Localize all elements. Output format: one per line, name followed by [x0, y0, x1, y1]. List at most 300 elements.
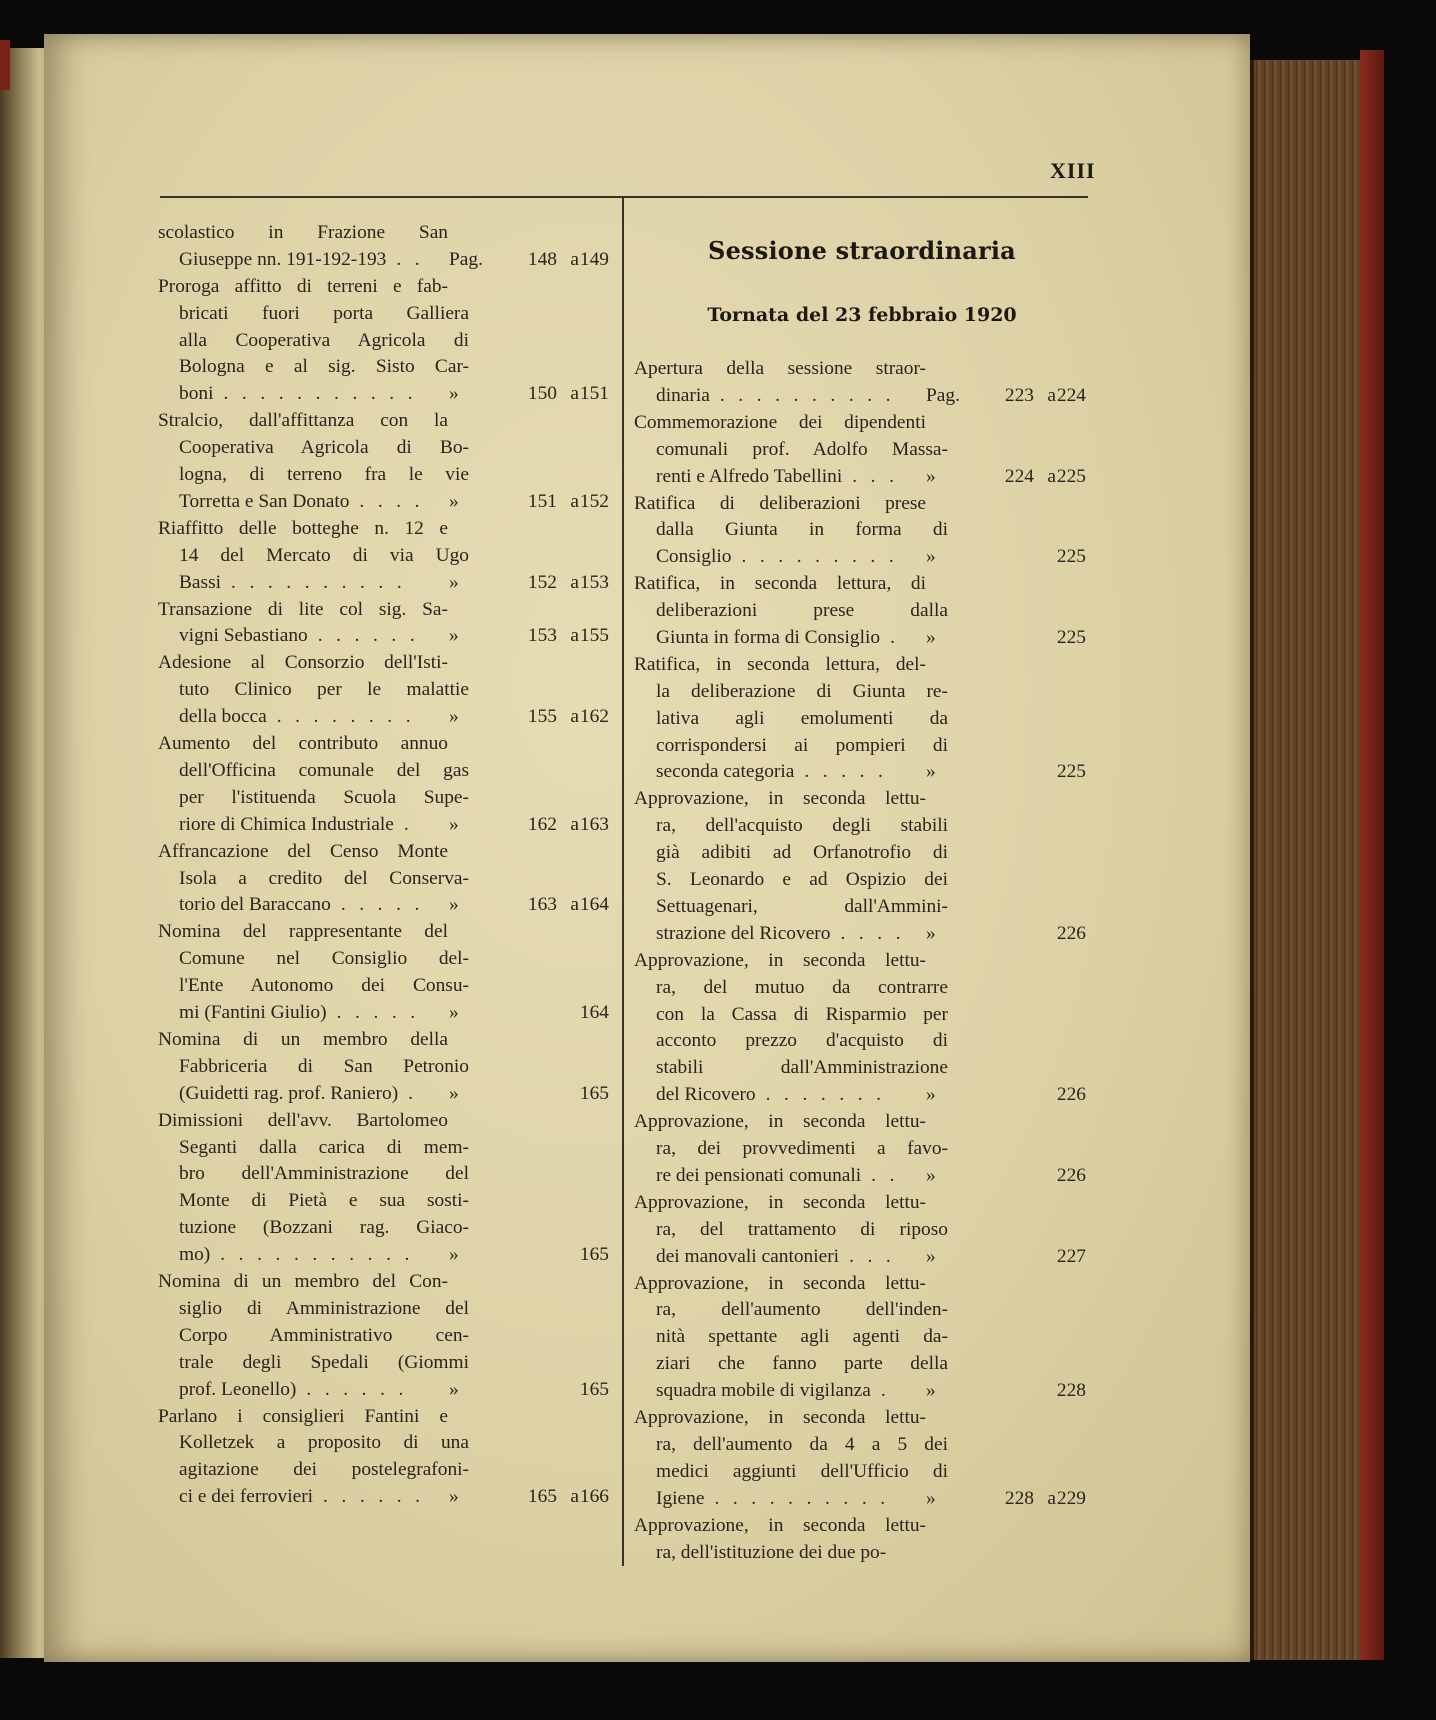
entry-text: bro dell'Amministrazione del — [179, 1163, 469, 1185]
entry-line — [158, 220, 587, 247]
entry-text: strazione del Ricovero — [656, 922, 831, 944]
page-to: 229 — [1056, 1487, 1086, 1509]
page-reference — [926, 464, 1086, 491]
entry-line — [634, 1002, 1089, 1029]
entry-line — [634, 491, 1067, 518]
entry-text: Bologna e al sig. Sisto Car- — [179, 356, 469, 378]
page-from: 228 — [1004, 1487, 1034, 1509]
entry-line — [634, 1055, 1089, 1082]
page-from: 223 — [1004, 384, 1034, 406]
entry-text: boni — [179, 383, 214, 405]
entry-text: trale degli Spedali (Giommi — [179, 1351, 469, 1373]
page-reference — [449, 1000, 609, 1027]
dot-leader: . . . . . . . . . . — [231, 571, 402, 593]
index-entry — [634, 571, 1089, 652]
entry-text: Transazione di lite col sig. Sa- — [158, 598, 448, 620]
page-from: 224 — [1004, 465, 1034, 487]
entry-line — [158, 1188, 608, 1215]
entry-text: Nomina del rappresentante del — [158, 921, 448, 943]
entry-line — [634, 1109, 1067, 1136]
range-a: a — [570, 706, 579, 728]
dot-leader: . . . . . . . . . — [741, 546, 894, 568]
index-entry — [158, 597, 608, 651]
entry-line — [634, 813, 1089, 840]
entry-text: Monte di Pietà e sua sosti- — [179, 1190, 469, 1212]
entry-line — [634, 1351, 1089, 1378]
reference-marker: » — [449, 1082, 459, 1104]
entry-line — [634, 383, 1089, 410]
entry-line — [634, 410, 1067, 437]
dot-leader: . . . . . . . . . . — [719, 384, 891, 406]
index-entry — [158, 274, 608, 408]
entry-text: Settuagenari, dall'Ammini- — [656, 895, 948, 917]
entry-line — [634, 1297, 1089, 1324]
entry-line — [158, 919, 587, 946]
entry-line — [634, 356, 1067, 383]
book-cover-binding — [1360, 50, 1384, 1660]
page-to: 151 — [579, 383, 609, 405]
entry-text: Ratifica, in seconda lettura, del- — [634, 653, 926, 675]
entry-line — [158, 1161, 608, 1188]
entry-text: Ratifica di deliberazioni prese — [634, 492, 926, 514]
entry-line — [158, 247, 608, 274]
index-entry — [634, 491, 1089, 572]
entry-line — [158, 704, 608, 731]
page-to: 228 — [1056, 1380, 1086, 1402]
reference-marker: Pag. — [449, 248, 483, 270]
page-reference — [449, 1484, 609, 1511]
reference-marker: » — [449, 625, 459, 647]
entry-text: ra, del trattamento di riposo — [656, 1218, 948, 1240]
entry-line — [158, 1377, 608, 1404]
range-a: a — [570, 1486, 579, 1508]
entry-text: già adibiti ad Orfanotrofio di — [656, 842, 948, 864]
entry-line — [158, 516, 587, 543]
entry-line — [158, 1457, 608, 1484]
entry-line — [158, 1054, 608, 1081]
entry-text: re dei pensionati comunali — [656, 1164, 862, 1186]
entry-line — [158, 1027, 587, 1054]
entry-text: Approvazione, in seconda lettu- — [634, 1191, 926, 1213]
reference-marker: » — [926, 1245, 936, 1267]
entry-text: per l'istituenda Scuola Supe- — [179, 786, 469, 808]
entry-text: Corpo Amministrativo cen- — [179, 1324, 469, 1346]
dot-leader: . . — [871, 1164, 895, 1186]
entry-text: ra, del mutuo da contrarre — [656, 976, 948, 998]
entry-line — [634, 1405, 1067, 1432]
page-to: 165 — [579, 1082, 609, 1104]
entry-line — [634, 1190, 1067, 1217]
reference-marker: » — [449, 813, 459, 835]
entry-text: Kolletzek a proposito di una — [179, 1432, 469, 1454]
entry-line — [634, 1513, 1067, 1540]
page-to: 164 — [579, 1002, 609, 1024]
entry-line — [634, 1324, 1089, 1351]
entry-line — [158, 435, 608, 462]
reference-marker: » — [926, 1487, 936, 1509]
page-from: 155 — [527, 706, 557, 728]
index-entry — [158, 919, 608, 1027]
entry-text: con la Cassa di Risparmio per — [656, 1003, 948, 1025]
reference-marker: » — [926, 1084, 936, 1106]
entry-line — [634, 571, 1067, 598]
entry-line — [634, 544, 1089, 571]
page-reference — [926, 1163, 1086, 1190]
entry-text: mo) — [179, 1244, 211, 1266]
entry-line — [634, 1136, 1089, 1163]
page-reference — [449, 1242, 609, 1269]
entry-line — [634, 759, 1089, 786]
entry-text: acconto prezzo d'acquisto di — [656, 1030, 948, 1052]
dot-leader: . . . . — [840, 922, 901, 944]
entry-text: nità spettante agli agenti da- — [656, 1326, 948, 1348]
entry-text: Cooperativa Agricola di Bo- — [179, 437, 469, 459]
entry-text: Aumento del contributo annuo — [158, 733, 448, 755]
entry-line — [634, 1082, 1089, 1109]
entry-line — [158, 650, 587, 677]
entry-text: Parlano i consiglieri Fantini e — [158, 1405, 448, 1427]
entry-text: la deliberazione di Giunta re- — [656, 680, 948, 702]
entry-line — [634, 1459, 1089, 1486]
page-to: 225 — [1056, 465, 1086, 487]
entry-text: Bassi — [179, 571, 222, 593]
entry-text: torio del Baraccano — [179, 894, 331, 916]
page-reference — [449, 623, 609, 650]
entry-text: lativa agli emolumenti da — [656, 707, 948, 729]
entry-line — [634, 1163, 1089, 1190]
entry-line — [634, 625, 1089, 652]
entry-line — [158, 623, 608, 650]
page-to: 226 — [1056, 1164, 1086, 1186]
entry-text: ra, dei provvedimenti a favo- — [656, 1138, 948, 1160]
entry-line — [634, 1486, 1089, 1513]
entry-text: mi (Fantini Giulio) — [179, 1002, 327, 1024]
entry-line — [158, 1404, 587, 1431]
page-reference — [449, 570, 609, 597]
index-entry — [634, 1405, 1089, 1513]
page-reference — [449, 1377, 609, 1404]
dot-leader: . . . — [849, 1245, 891, 1267]
range-a: a — [1047, 465, 1056, 487]
page-to: 155 — [579, 625, 609, 647]
dot-leader: . . — [396, 248, 420, 270]
entry-line — [158, 946, 608, 973]
reference-marker: » — [449, 1002, 459, 1024]
entry-text: Torretta e San Donato — [179, 490, 350, 512]
entry-text: vigni Sebastiano — [179, 625, 308, 647]
entry-text: (Guidetti rag. prof. Raniero) — [179, 1082, 399, 1104]
page-to: 225 — [1056, 626, 1086, 648]
dot-leader: . . . . . . . . . . — [714, 1487, 886, 1509]
page-to: 166 — [579, 1486, 609, 1508]
page-reference — [926, 544, 1086, 571]
entry-line — [634, 652, 1067, 679]
entry-line — [158, 866, 608, 893]
page-to: 164 — [579, 894, 609, 916]
dot-leader: . . . . . . . — [765, 1084, 882, 1106]
range-a: a — [570, 383, 579, 405]
entry-line — [634, 894, 1089, 921]
entry-text: Proroga affitto di terreni e fab- — [158, 275, 448, 297]
reference-marker: » — [449, 490, 459, 512]
entry-line — [158, 1296, 608, 1323]
entry-text: ra, dell'istituzione dei due po- — [656, 1541, 887, 1563]
dot-leader: . — [408, 1082, 414, 1104]
header-rule — [160, 196, 1088, 198]
dot-leader: . . . . . . — [317, 625, 415, 647]
page-to: 224 — [1056, 384, 1086, 406]
reference-marker: » — [449, 1378, 459, 1400]
entry-line — [634, 1217, 1089, 1244]
entry-line — [634, 1378, 1089, 1405]
book-page-edges — [1250, 60, 1374, 1660]
dot-leader: . . . . . — [340, 894, 420, 916]
entry-line — [634, 786, 1067, 813]
entry-text: deliberazioni prese dalla — [656, 600, 948, 622]
reference-marker: » — [926, 1380, 936, 1402]
entry-text: Approvazione, in seconda lettu- — [634, 1272, 926, 1294]
range-a: a — [570, 625, 579, 647]
entry-text: ci e dei ferrovieri — [179, 1486, 314, 1508]
entry-text: seconda categoria — [656, 761, 795, 783]
index-entry — [158, 1269, 608, 1403]
reference-marker: » — [926, 465, 936, 487]
entry-text: riore di Chimica Industriale — [179, 813, 394, 835]
entry-line — [158, 301, 608, 328]
page-to: 225 — [1056, 761, 1086, 783]
entry-line — [634, 733, 1089, 760]
entry-line — [158, 1350, 608, 1377]
page-to: 162 — [579, 706, 609, 728]
range-a: a — [570, 571, 579, 593]
session-subtitle: Tornata del 23 febbraio 1920 — [707, 304, 1017, 326]
dot-leader: . . . . . . — [323, 1486, 421, 1508]
entry-text: Seganti dalla carica di mem- — [179, 1136, 469, 1158]
entry-text: prof. Leonello) — [179, 1378, 297, 1400]
entry-line — [158, 1215, 608, 1242]
session-title: Sessione straordinaria — [708, 236, 1016, 265]
reference-marker: » — [449, 1486, 459, 1508]
entry-line — [158, 785, 608, 812]
entry-line — [158, 731, 587, 758]
entry-text: Fabbriceria di San Petronio — [179, 1055, 469, 1077]
page-from: 162 — [527, 813, 557, 835]
index-entry — [634, 1109, 1089, 1190]
dot-leader: . . . . . — [804, 761, 883, 783]
entry-text: Adesione al Consorzio dell'Isti- — [158, 652, 448, 674]
dot-leader: . . . . . . . . — [276, 706, 411, 728]
page-reference — [926, 921, 1086, 948]
entry-line — [158, 1323, 608, 1350]
entry-text: Approvazione, in seconda lettu- — [634, 1111, 926, 1133]
dot-leader: . . . . . . . . . . . — [220, 1244, 410, 1266]
reference-marker: » — [926, 922, 936, 944]
entry-text: dei manovali cantonieri — [656, 1245, 840, 1267]
index-entry — [634, 948, 1089, 1109]
reference-marker: » — [449, 706, 459, 728]
entry-line — [158, 973, 608, 1000]
page-reference — [926, 759, 1086, 786]
page-to: 165 — [579, 1244, 609, 1266]
page-from: 151 — [527, 490, 557, 512]
reference-marker: » — [926, 546, 936, 568]
dot-leader: . . . . . . — [306, 1378, 404, 1400]
entry-text: Commemorazione dei dipendenti — [634, 411, 926, 433]
index-entry — [634, 786, 1089, 947]
entry-text: Approvazione, in seconda lettu- — [634, 1514, 926, 1536]
entry-text: ra, dell'aumento dell'inden- — [656, 1299, 948, 1321]
page-reference — [926, 1378, 1086, 1405]
entry-line — [634, 840, 1089, 867]
entry-line — [158, 758, 608, 785]
entry-line — [158, 1135, 608, 1162]
entry-text: Affrancazione del Censo Monte — [158, 840, 448, 862]
page-reference — [449, 247, 609, 274]
index-entry — [158, 408, 608, 516]
entry-line — [158, 1242, 608, 1269]
index-entry — [158, 1027, 608, 1108]
entry-text: renti e Alfredo Tabellini — [656, 465, 843, 487]
entry-text: Ratifica, in seconda lettura, di — [634, 573, 926, 595]
left-cover-binding — [0, 40, 10, 90]
entry-text: Nomina di un membro della — [158, 1029, 448, 1050]
entry-line — [158, 274, 587, 301]
range-a: a — [1047, 1487, 1056, 1509]
entry-line — [158, 839, 587, 866]
page-reference — [926, 1486, 1086, 1513]
reference-marker: » — [926, 1164, 936, 1186]
page-reference — [449, 704, 609, 731]
entry-text: stabili dall'Amministrazione — [656, 1057, 948, 1079]
entry-text: Riaffitto delle botteghe n. 12 e — [158, 517, 448, 539]
entry-line — [158, 892, 608, 919]
entry-line — [158, 408, 587, 435]
range-a: a — [570, 813, 579, 835]
entry-line — [634, 1244, 1089, 1271]
page-reference — [926, 625, 1086, 652]
entry-line — [634, 1432, 1089, 1459]
index-entry — [634, 356, 1089, 410]
page-reference — [449, 1081, 609, 1108]
entry-text: medici aggiunti dell'Ufficio di — [656, 1460, 948, 1482]
page-to: 163 — [579, 813, 609, 835]
entry-line — [158, 1484, 608, 1511]
entry-text: S. Leonardo e ad Ospizio dei — [656, 869, 948, 891]
range-a: a — [570, 248, 579, 270]
entry-text: Comune nel Consiglio del- — [179, 948, 469, 970]
index-entry — [158, 650, 608, 731]
entry-line — [158, 1000, 608, 1027]
dot-leader: . . . — [852, 465, 894, 487]
entry-text: ra, dell'aumento da 4 a 5 dei — [656, 1433, 948, 1455]
entry-text: alla Cooperativa Agricola di — [179, 329, 469, 351]
reference-marker: » — [449, 894, 459, 916]
page-reference — [449, 381, 609, 408]
entry-text: del Ricovero — [656, 1084, 756, 1106]
reference-marker: » — [449, 1244, 459, 1266]
page-from: 152 — [527, 571, 557, 593]
entry-line — [634, 437, 1089, 464]
entry-line — [158, 812, 608, 839]
entry-line — [634, 948, 1067, 975]
dot-leader: . — [890, 626, 895, 648]
entry-line — [158, 570, 608, 597]
index-entry — [158, 516, 608, 597]
index-entry — [158, 839, 608, 920]
entry-text: dell'Officina comunale del gas — [179, 759, 469, 781]
entry-text: Giunta in forma di Consiglio — [656, 626, 881, 648]
dot-leader: . . . . — [359, 490, 420, 512]
column-divider — [622, 198, 624, 1566]
entry-line — [158, 489, 608, 516]
index-entry — [158, 1108, 608, 1269]
index-entry — [634, 410, 1089, 491]
entry-text: dinaria — [656, 384, 710, 406]
entry-line — [158, 328, 608, 355]
entry-text: bricati fuori porta Galliera — [179, 302, 469, 324]
entry-text: tuzione (Bozzani rag. Giaco- — [179, 1217, 469, 1239]
entry-text: Approvazione, in seconda lettu- — [634, 788, 926, 810]
page-from: 163 — [527, 894, 557, 916]
page-from: 150 — [527, 383, 557, 405]
index-entry — [158, 1404, 608, 1512]
entry-line — [634, 464, 1089, 491]
entry-text: Approvazione, in seconda lettu- — [634, 1407, 926, 1429]
entry-line — [158, 1081, 608, 1108]
entry-text: squadra mobile di vigilanza — [656, 1380, 871, 1402]
dot-leader: . — [880, 1380, 886, 1402]
entry-text: della bocca — [179, 706, 267, 728]
entry-text: Igiene — [656, 1487, 705, 1509]
entry-text: 14 del Mercato di via Ugo — [179, 544, 469, 566]
page-from: 148 — [527, 248, 557, 270]
entry-line — [158, 1269, 587, 1296]
entry-text: comunali prof. Adolfo Massa- — [656, 438, 948, 460]
entry-text: scolastico in Frazione San — [158, 222, 448, 243]
page-to: 153 — [579, 571, 609, 593]
entry-line — [158, 677, 608, 704]
entry-text: siglio di Amministrazione del — [179, 1297, 469, 1319]
entry-line — [634, 706, 1089, 733]
page-reference — [926, 383, 1086, 410]
reference-marker: » — [926, 761, 936, 783]
entry-line — [634, 867, 1089, 894]
entry-line — [158, 597, 587, 624]
index-entry — [158, 220, 608, 274]
entry-line — [158, 543, 608, 570]
entry-line — [634, 598, 1089, 625]
entry-text: Giuseppe nn. 191-192-193 — [179, 248, 387, 270]
page-to: 227 — [1056, 1245, 1086, 1267]
page-from: 153 — [527, 625, 557, 647]
entry-text: Isola a credito del Conserva- — [179, 867, 469, 889]
page-number: XIII — [1050, 158, 1096, 183]
page-to: 152 — [579, 490, 609, 512]
entry-text: Apertura della sessione straor- — [634, 358, 926, 379]
reference-marker: Pag. — [926, 384, 960, 406]
reference-marker: » — [449, 571, 459, 593]
entry-line — [634, 1028, 1089, 1055]
page-to: 226 — [1056, 1084, 1086, 1106]
entry-line — [158, 1108, 587, 1135]
page-reference — [449, 812, 609, 839]
entry-text: Consiglio — [656, 546, 732, 568]
entry-text: Nomina di un membro del Con- — [158, 1271, 448, 1293]
entry-text: Dimissioni dell'avv. Bartolomeo — [158, 1109, 448, 1131]
index-entry — [634, 1513, 1089, 1567]
index-entry — [634, 1190, 1089, 1271]
entry-text: l'Ente Autonomo dei Consu- — [179, 975, 469, 997]
